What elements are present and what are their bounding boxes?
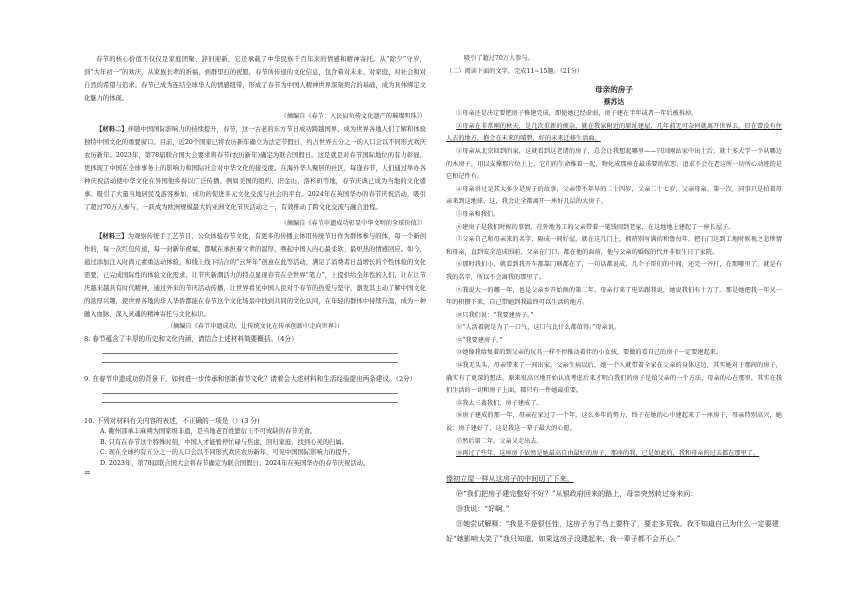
handwriting-line: ⑲“我们把房子建完整好不好？”从银政府回来的路上，母亲突然转过身来问： — [456, 488, 698, 498]
handwriting-line: ㉑她尝试解释：“我是不是很任性，这房子为了鸟上要杵了，要走多荒我。我不知道自己为什么一定要建好“她影响大笑了”我只知道，如果这房子没建起来，我一辈子都不会开心。” — [446, 518, 779, 543]
article-body — [446, 108, 782, 461]
material-3 — [84, 230, 426, 321]
intro-paragraph: 春节的核心价值不仅仅是家庭团聚、辞旧迎新，它还承载了中华民族千百年来的情感和精神寄托。从“除夕”守岁，到“大年初一”的欢庆，从家族长辈的祈福，到群里打的祝愿，春节所传递的文化信息，包含着对未来、对家庭、对社会和对自然的希望与追求。春节已成为连结全球华人的情感纽带，形成了春节为中国人精神世界深刻契合的基础，成为具体绑定文化魅力的体现。 — [84, 56, 426, 102]
article-paragraph: ⑦父亲自己和母亲来的名字，隔成一间好屋，就在这几门上，拥挤别写满的和鲁每年，把石门达到工地时候视之悲惨情和母亲，直到安全范成围前，父亲在门口，都在他的面前，他与父亲的婚嫁的代并非很生日了家院。 — [446, 236, 782, 256]
q10-option-a[interactable]: A. 衢州部承丰麻朔为国家级非遗，是当地老百姓繁衍上不可或缺的春节美食。 — [100, 428, 317, 435]
right-column — [446, 0, 782, 546]
article-paragraph: ③母亲从北京回到的家，这就看到这老诸的房子，总会让我想起哪里——只因刚站家中出土后，就十多大学一个从哪边的木房子，用以支撑那片位土上，它们的生命推着一起，物化成那座在最重要的依恋，追求不会在老这所一切所心动迹的是它和记性有。 — [446, 147, 782, 181]
carry-line: 吸引了超过70万人参与。 — [464, 55, 534, 62]
article-paragraph: ⑨我说大一的哪一年，也是父亲乡开始换的第二年，母亲打来了电话跟我说，她说我们有十万了。那是她把我一年又一年的积攒下来，自己带她到我最终可以生活的地方。 — [446, 286, 782, 307]
article-paragraph: ⑯房子建成的那一年，母亲在家过了一个年，这么多年的努力，终于在她的心中建起来了一座房子，母亲特别高兴，她说：房子建好了，这是我这一辈子最大的心愿。 — [446, 412, 782, 433]
material-2-text: 伴随中国国际影响力的持续提升，春节，这一古老的东方节日成功跨越国界，成为世界各地人们了解和体验独特中国文化的重要窗口。目前，近20个国家已将农历新年确立为法定节假日，约占世界五分之一的人口会以不同形式欢庆农历新年。2023年，第78届联合国大会要求将春节(农历新年)确定为联合国假日。这是就是对春节国际地位的有力彰显，更体现了中国在全球事务上的影响力和国际社会对中华文化的接受度。在海外华人聚居的社区，每逢春节，人们通过举办各种庆祝活动使中华文化在异国他乡得以广泛传播。例如美国的纽约、旧金山、洛杉矶等地，春节庆典已成为当地的文化盛事。吸引了大量当地居民及游客参加，成功的促进多元文化交流与社会的平台。2024年在英国华办的春节庆祝活动，吸引了超过70万人参与，一跃成为欧洲规模最大的亚洲文化节庆活动之一，有效推动了跨文化交流与融合进程。 — [84, 126, 427, 211]
article-paragraph: ⑰然后第二年，父亲又走出去。 — [456, 437, 543, 445]
article-title: 母亲的房子 — [595, 85, 633, 95]
article-paragraph: ⑥建房子是我们时候的事情，在外地务工的父亲带着一笔钱回到老家，在这地地上建起了一座长屋子。 — [456, 223, 735, 231]
article-paragraph: ⑭我无头头，母亲带来了一间出家，父亲生病以后，她一个人就带着全家在父亲的身体这边，其实她对于那间的房子，确实有了更深的想法。原来很高兴地开始认真考虑后来才明白我们的房子是给父亲的一个方法，母亲的心在那里，其实在我们生活的一切和房子上面，都只有一件她最重要。 — [446, 362, 782, 395]
article-paragraph: ⑩只我们说：“我要建房子。” — [456, 311, 534, 319]
material-3-tag: 【材料三】 — [96, 233, 128, 240]
article-paragraph: ⑫“我要建房子。” — [456, 336, 503, 344]
article-paragraph: ①母亲还是决定要把房子修建完成，即使她已经虚弱，房子建在半年或者一年后被拆掉。 — [456, 110, 698, 118]
q10-option-d[interactable]: D. 2023年，第78届联合国大会将春节确定为联合国假日；2024年在英国华办的春节庆祝活动。 — [100, 459, 370, 467]
handwriting-line: ⑳我说：“好啊。” — [456, 503, 510, 513]
source-3: （摘编自《春节申遗成功，让传统文化在传承创新中走向世界》） — [166, 323, 344, 330]
answer-line-9b[interactable] — [102, 402, 398, 403]
equals-mark: = — [84, 468, 91, 477]
question-10: 10. 下列对材料有关内容的表述，不正确的一项是（）(3 分) — [84, 417, 260, 425]
material-3-text: 为观察传统手工艺节目，公众体验春节文化，有更多的传播主体用传统节日作为群体参与的体，每一个新创作的，每一次红包传递，每一封新年祝福，都赋在承担着父辈的温厚，唤起中国人内心最柔软、最炽热的情感回应。如今，通过添加注入时尚元素重达动体验，和线上线下结合的“云拜年”创意在此等活动，满足了消费者日益增长的个性体验的文化需要，已完成国际性的体验文化需求，让节庆新潮活力的特点显现春节在全世界“笔力”，上提供给全年性的人们，让在让节庆越来越具有时代精神，通过外来的节庆活动传播，让世界看见中国人民对于春节的热爱与坚守，激发其主动了解中国文化的浓厚兴趣，使世界各地的华人华侨都能在春节这个文化场景中找到共同的文化认同，在年轻的群体中持续升温，成为一种融入血脉、深入灵魂的精神寄托与文化标识。 — [84, 233, 427, 318]
left-column — [84, 0, 426, 477]
section-heading: （二）阅读下面的文字，完成11~15题。（21分） — [446, 67, 584, 75]
article-paragraph: ⑮我太三著我们，房子建成了。 — [456, 399, 543, 407]
source-2: （摘编自《春节申遗成功彰显中华文明的全球价值》） — [280, 220, 426, 227]
article-paragraph: ②母亲在非常刚的秋天，是几次重新的烦杂，就在我家附近的原址建屋，几年前无可奈何就离开世界去，旧在曾没有住人去的地方，抱会在未来的晴碧，好的未来迁移生活面。 — [446, 122, 782, 143]
answer-line-8b[interactable] — [102, 362, 398, 363]
answer-line-8a[interactable] — [102, 353, 398, 354]
article-paragraph: ⑱再过了些年，这座房子依然是她最高自由最好的房子，那座的我，已是如此的，我和母亲的过去都在那里了。 — [456, 450, 760, 458]
source-1: （摘编自《春节：人民肩负传文化遗产的璀璨明珠》） — [280, 113, 426, 120]
q10-option-c[interactable]: C. 现在全球约有五分之一的人口会以不同形式欢庆农历新年，可见中国国际影响力的提升。 — [100, 449, 355, 456]
article-paragraph: ⑤母亲和我们。 — [456, 210, 500, 218]
article-paragraph: ④母亲讲过是其大多少是房子的故事，父亲带不年早的二十四岁，父亲二十七岁，父亲母亲，第一次，同事只是拍着母亲来到这地球，这，我会让全都离开一座好几层的大房子。 — [446, 185, 782, 206]
question-9: 9. 在春节申遗成功的背景下，如何进一步传承和创新春节文化？请着会大述材料和生活经验提出两条建议。（2分） — [84, 375, 417, 383]
answer-line-9a[interactable] — [102, 393, 398, 394]
material-2 — [84, 123, 426, 214]
top-spacer — [84, 0, 426, 53]
article-paragraph: ⑪“人活着就是为了一口气，这口气比什么都值得。”母亲说。 — [456, 324, 621, 332]
question-8: 8. 春节蕴含了丰厚的历史和文化内涵，请结合上述材料简要概括。（4分） — [84, 335, 298, 343]
handwriting-line: 像初立屋一样从这房子的中间切了下来。 — [446, 473, 574, 483]
article-author: 蔡苏达 — [603, 98, 625, 107]
material-2-tag: 【材料二】 — [96, 126, 128, 133]
q10-option-b[interactable]: B. 只有在春节这个特殊时刻，中国人才能暂停忙碌与焦虑，回归家庭，找到心灵的归属。 — [100, 438, 348, 446]
article-paragraph: ⑬她像我给复着的到父亲的玩具一样不停推动着伴的小女孩，要做的看自己的房子一定要建起来。 — [456, 349, 723, 357]
article-paragraph: ⑧那时我们小，就看到我开车都靠门联都在了，一句话都说成，几个子哥们的中间，还完一齐打，在那哪里了，就是有我的名字，所以不会离我的那里了。 — [446, 261, 782, 281]
